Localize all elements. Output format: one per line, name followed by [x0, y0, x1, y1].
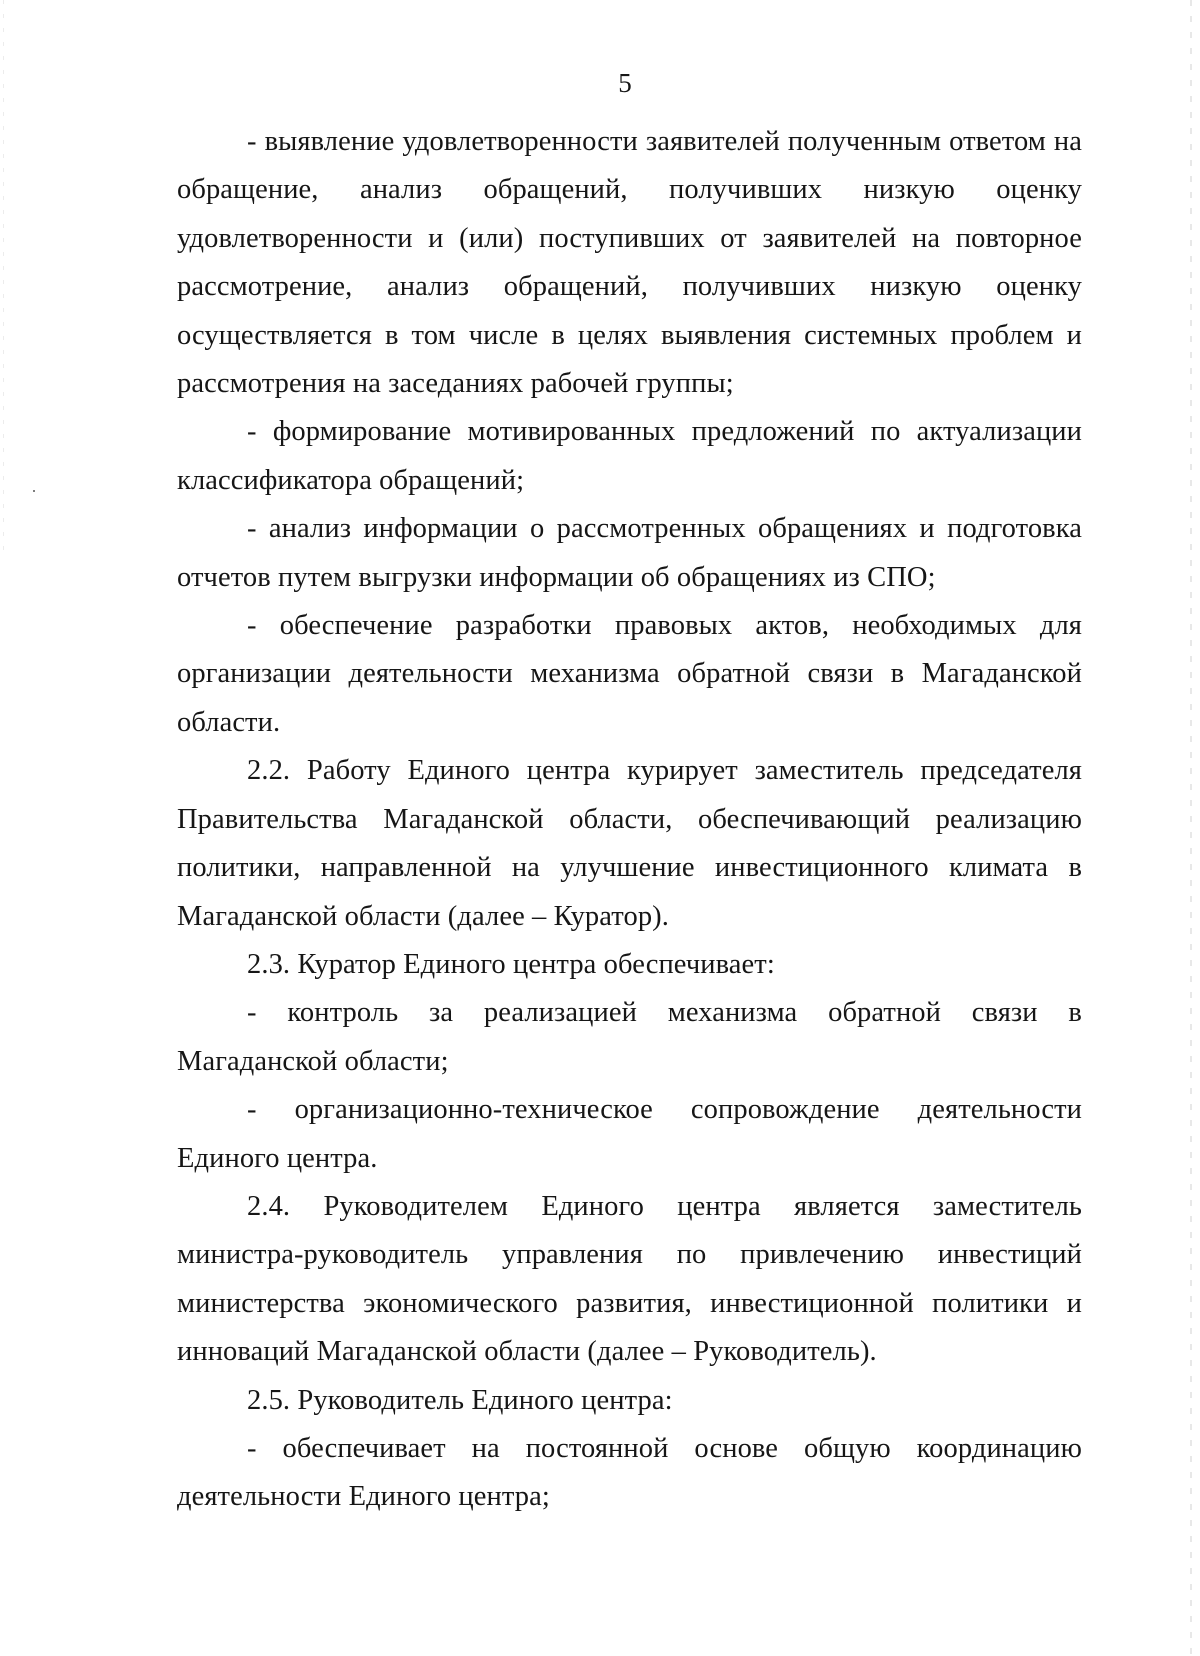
paragraph-bullet-coordination: - обеспечивает на постоянной основе общую координацию деятельности Единого центра;	[177, 1432, 1082, 1513]
page-number: 5	[618, 68, 632, 98]
paragraph-2-4-head: 2.4. Руководителем Единого центра является заместитель министра-руководитель управления по привлечению инвестиций министерства экономического развития, инвестиционной политики и инноваций Магаданской области (далее – Руководитель).	[177, 1190, 1082, 1368]
paragraph-bullet-technical-support: - организационно-техническое сопровождение деятельности Единого центра.	[177, 1094, 1082, 1174]
paragraph-bullet-satisfaction-analysis: - выявление удовлетворенности заявителей полученным ответом на обращение, анализ обращений, получивших низкую оценку удовлетворенности и (или) поступивших от заявителей на повторное рассмотрение, анализ обращений, получивших низкую оценку осуществляется в том числе в целях выявления системных проблем и рассмотрения на заседаниях рабочей группы;	[177, 126, 1082, 400]
paragraph-bullet-legal-acts: - обеспечение разработки правовых актов, необходимых для организации деятельности механизма обратной связи в Магаданской области.	[177, 610, 1082, 738]
paragraph-bullet-classifier-proposals: - формирование мотивированных предложений по актуализации классификатора обращений;	[177, 416, 1082, 496]
paragraph-2-5-head-duties: 2.5. Руководитель Единого центра:	[247, 1384, 673, 1416]
paragraph-2-3-curator-duties: 2.3. Куратор Единого центра обеспечивает:	[247, 948, 775, 980]
paragraph-2-2-curator: 2.2. Работу Единого центра курирует заместитель председателя Правительства Магаданской области, обеспечивающий реализацию политики, направленной на улучшение инвестиционного климата в Магаданской области (далее – Куратор).	[177, 755, 1082, 932]
document-body	[177, 118, 1082, 1522]
paragraph-bullet-reports: - анализ информации о рассмотренных обращениях и подготовка отчетов путем выгрузки информации об обращениях из СПО;	[177, 513, 1082, 593]
paragraph-bullet-control: - контроль за реализацией механизма обратной связи в Магаданской области;	[177, 997, 1082, 1077]
scan-edge-right	[1190, 0, 1192, 1656]
scan-speck	[33, 490, 35, 492]
